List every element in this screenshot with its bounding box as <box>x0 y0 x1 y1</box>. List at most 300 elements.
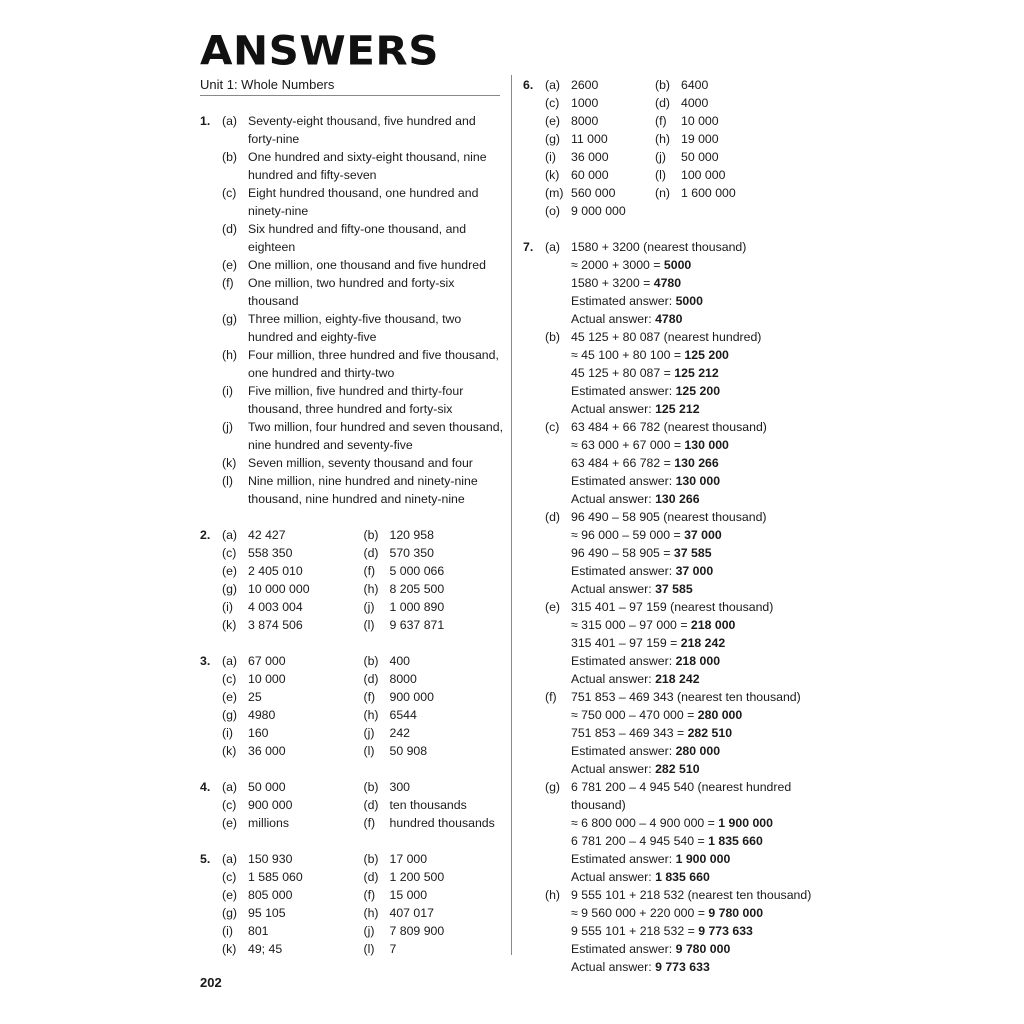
answer-value: 282 510 <box>687 726 733 740</box>
working-text: ≈ 96 000 – 59 000 = <box>571 528 685 542</box>
item-label: (h) <box>363 906 379 920</box>
working-text: Estimated answer: <box>571 474 676 488</box>
item-label: (d) <box>363 546 379 560</box>
working-line <box>571 688 823 706</box>
answer-value: 9 780 000 <box>675 942 731 956</box>
item-text: 900 000 <box>389 690 434 704</box>
answer-item <box>222 148 505 184</box>
working-text: 6 781 200 – 4 945 540 = <box>571 834 709 848</box>
item-label: (k) <box>545 168 560 182</box>
item-text: 10 000 000 <box>248 582 310 596</box>
answer-item <box>222 688 364 706</box>
working-line <box>571 778 823 796</box>
item-label: (h) <box>363 582 379 596</box>
item-label: (c) <box>222 186 237 200</box>
working-line <box>571 598 823 616</box>
working-line <box>571 904 823 922</box>
item-text <box>571 778 823 886</box>
answer-item <box>222 184 505 220</box>
item-text: 25 <box>248 690 262 704</box>
answer-item <box>364 778 506 796</box>
item-label: (g) <box>222 906 238 920</box>
working-line <box>571 742 823 760</box>
answer-item <box>545 76 655 94</box>
item-label: (d) <box>545 510 561 524</box>
working-line <box>571 796 823 814</box>
answer-grid <box>222 778 505 832</box>
working-line <box>571 850 823 868</box>
answer-item <box>655 94 765 112</box>
answer-item <box>545 598 823 688</box>
item-text: 5 000 066 <box>389 564 445 578</box>
answer-value: 280 000 <box>675 744 721 758</box>
answer-item <box>222 544 364 562</box>
working-line <box>571 310 823 328</box>
item-label: (e) <box>222 258 238 272</box>
answer-item <box>222 796 364 814</box>
item-label: (h) <box>222 348 238 362</box>
item-text: 801 <box>248 924 269 938</box>
item-label: (e) <box>222 690 238 704</box>
answer-value: 9 780 000 <box>708 906 764 920</box>
item-label: (j) <box>363 924 375 938</box>
answer-grid <box>222 850 505 958</box>
working-line <box>571 364 823 382</box>
item-label: (c) <box>222 798 237 812</box>
working-line <box>571 418 823 436</box>
answer-item <box>364 940 506 958</box>
item-label: (e) <box>222 888 238 902</box>
question-7 <box>523 238 823 976</box>
question-1 <box>200 112 505 508</box>
answer-value: 282 510 <box>655 762 700 776</box>
working-text: Actual answer: <box>571 312 656 326</box>
answer-item <box>364 526 506 544</box>
item-text: 7 <box>389 942 397 956</box>
item-label: (c) <box>222 672 237 686</box>
working-line <box>571 652 823 670</box>
question-6 <box>523 76 823 220</box>
answer-item <box>364 886 506 904</box>
answer-item <box>222 652 364 670</box>
item-label: (i) <box>545 150 556 164</box>
item-text: 6400 <box>681 78 709 92</box>
item-label: (c) <box>545 420 560 434</box>
item-label: (g) <box>545 780 561 794</box>
answer-item <box>364 580 506 598</box>
answer-value: 280 000 <box>697 708 743 722</box>
answer-value: 4780 <box>655 312 683 326</box>
working-line <box>571 274 823 292</box>
item-text: 6544 <box>389 708 417 722</box>
item-label: (j) <box>655 150 666 164</box>
item-label: (a) <box>222 852 238 866</box>
item-text: 160 <box>248 726 269 740</box>
item-label: (g) <box>222 312 238 326</box>
answer-value: 9 773 633 <box>698 924 753 938</box>
item-label: (e) <box>222 816 238 830</box>
working-text: 315 401 – 97 159 = <box>571 636 681 650</box>
answer-item <box>222 670 364 688</box>
item-label: (a) <box>222 114 238 128</box>
answer-item <box>545 130 655 148</box>
working-text: 9 555 101 + 218 532 (nearest ten thousand) <box>571 888 812 902</box>
item-text <box>571 508 823 598</box>
item-label: (j) <box>363 600 375 614</box>
answer-item <box>364 742 506 760</box>
item-label: (f) <box>655 114 667 128</box>
working-text: 751 853 – 469 343 = <box>571 726 688 740</box>
working-text: 315 401 – 97 159 (nearest thousand) <box>571 600 774 614</box>
working-line <box>571 436 823 454</box>
item-label: (m) <box>545 186 564 200</box>
answer-item <box>364 616 506 634</box>
working-text: ≈ 750 000 – 470 000 = <box>571 708 698 722</box>
answer-list <box>545 238 823 976</box>
working-text: ≈ 2000 + 3000 = <box>571 258 664 272</box>
working-line <box>571 400 823 418</box>
item-label: (a) <box>545 78 561 92</box>
answer-item <box>222 724 364 742</box>
item-label: (i) <box>222 726 233 740</box>
working-line <box>571 508 823 526</box>
answer-item <box>364 814 506 832</box>
item-label: (d) <box>222 222 238 236</box>
question-number: 4. <box>200 780 211 794</box>
answer-item <box>545 238 823 328</box>
answer-value: 1 900 000 <box>718 816 773 830</box>
item-label: (f) <box>222 276 234 290</box>
answer-item <box>545 778 823 886</box>
item-text: Four million, three hundred and five thousand, one hundred and thirty-two <box>248 348 499 380</box>
working-text: Actual answer: <box>571 402 656 416</box>
answer-item <box>222 886 364 904</box>
item-label: (l) <box>363 618 375 632</box>
item-label: (e) <box>545 114 561 128</box>
item-text: Five million, five hundred and thirty-four thousand, three hundred and forty-six <box>248 384 464 416</box>
answer-item <box>222 580 364 598</box>
working-text: Estimated answer: <box>571 294 676 308</box>
answer-value: 218 000 <box>675 654 721 668</box>
working-text: 1580 + 3200 = <box>571 276 654 290</box>
answer-item <box>655 112 765 130</box>
item-label: (d) <box>363 672 379 686</box>
item-text: 8000 <box>389 672 417 686</box>
item-label: (f) <box>363 888 376 902</box>
item-label: (g) <box>222 708 238 722</box>
answer-item <box>222 256 505 274</box>
answer-item <box>364 652 506 670</box>
item-label: (g) <box>545 132 561 146</box>
item-text <box>571 598 823 688</box>
item-text: 19 000 <box>681 132 719 146</box>
item-text: 11 000 <box>571 132 608 146</box>
working-text: 63 484 + 66 782 = <box>571 456 675 470</box>
item-label: (e) <box>545 600 561 614</box>
working-line <box>571 706 823 724</box>
question-number: 5. <box>200 852 211 866</box>
item-label: (d) <box>363 798 379 812</box>
question-2 <box>200 526 505 634</box>
answer-value: 125 212 <box>674 366 719 380</box>
item-text <box>571 886 823 976</box>
item-text: 1000 <box>571 96 599 110</box>
answer-value: 130 266 <box>655 492 700 506</box>
question-number: 7. <box>523 240 534 254</box>
page-title: ANSWERS <box>200 27 440 74</box>
item-label: (l) <box>363 942 375 956</box>
item-text: 8000 <box>571 114 599 128</box>
answer-value: 218 242 <box>680 636 726 650</box>
item-text: 2 405 010 <box>248 564 303 578</box>
item-text <box>571 418 823 508</box>
item-text: Seven million, seventy thousand and four <box>248 456 473 470</box>
item-label: (g) <box>222 582 238 596</box>
item-text: 42 427 <box>248 528 286 542</box>
answer-item <box>222 418 505 454</box>
item-label: (b) <box>363 528 379 542</box>
working-text: 1580 + 3200 (nearest thousand) <box>571 240 747 254</box>
item-label: (e) <box>222 564 238 578</box>
working-text: 96 490 – 58 905 (nearest thousand) <box>571 510 767 524</box>
item-label: (c) <box>545 96 560 110</box>
item-label: (k) <box>222 942 237 956</box>
working-text: 96 490 – 58 905 = <box>571 546 674 560</box>
working-line <box>571 886 823 904</box>
working-text: ≈ 9 560 000 + 220 000 = <box>571 906 709 920</box>
item-label: (c) <box>222 870 237 884</box>
answer-item <box>545 148 655 166</box>
item-text <box>571 238 823 328</box>
item-text: 120 958 <box>389 528 434 542</box>
item-label: (o) <box>545 204 561 218</box>
item-label: (k) <box>222 456 237 470</box>
working-line <box>571 580 823 598</box>
working-line <box>571 760 823 778</box>
answer-item <box>545 112 655 130</box>
item-label: (b) <box>222 150 238 164</box>
working-text: Estimated answer: <box>571 654 676 668</box>
item-text: 4000 <box>681 96 709 110</box>
item-text <box>571 688 823 778</box>
working-line <box>571 922 823 940</box>
answer-item <box>364 598 506 616</box>
answer-value: 9 773 633 <box>655 960 710 974</box>
column-divider <box>511 75 512 955</box>
item-label: (h) <box>655 132 671 146</box>
item-text: Six hundred and fifty-one thousand, and eighteen <box>248 222 467 254</box>
answer-item <box>655 184 765 202</box>
item-text: 36 000 <box>571 150 609 164</box>
item-label: (f) <box>363 564 376 578</box>
item-text: 50 000 <box>681 150 719 164</box>
question-5 <box>200 850 505 958</box>
item-text: Eight hundred thousand, one hundred and ninety-nine <box>248 186 479 218</box>
item-text: 9 637 871 <box>389 618 445 632</box>
item-text: 4980 <box>248 708 276 722</box>
answer-item <box>545 184 655 202</box>
answer-value: 1 835 660 <box>655 870 710 884</box>
item-text <box>571 328 823 418</box>
item-label: (f) <box>363 816 376 830</box>
answer-item <box>222 454 505 472</box>
item-label: (k) <box>222 618 237 632</box>
answer-item <box>222 814 364 832</box>
working-text: 45 125 + 80 087 (nearest hundred) <box>571 330 762 344</box>
question-number: 6. <box>523 78 534 92</box>
question-number: 3. <box>200 654 211 668</box>
item-text: millions <box>248 816 289 830</box>
answer-item <box>222 346 505 382</box>
working-line <box>571 544 823 562</box>
item-text: 400 <box>389 654 411 668</box>
working-line <box>571 868 823 886</box>
answer-item <box>222 562 364 580</box>
working-line <box>571 472 823 490</box>
answer-item <box>364 796 506 814</box>
answer-item <box>545 166 655 184</box>
answer-value: 130 266 <box>674 456 719 470</box>
answer-item <box>655 166 765 184</box>
item-text: 150 930 <box>248 852 293 866</box>
answer-value: 4780 <box>653 276 682 290</box>
item-text: 1 200 500 <box>389 870 445 884</box>
item-text: 50 908 <box>389 744 428 758</box>
answer-grid <box>545 76 823 220</box>
working-text: ≈ 315 000 – 97 000 = <box>571 618 691 632</box>
item-text: One million, one thousand and five hundred <box>248 258 486 272</box>
working-line <box>571 292 823 310</box>
working-text: Actual answer: <box>571 492 656 506</box>
answer-item <box>222 526 364 544</box>
right-column <box>523 76 823 976</box>
item-label: (h) <box>545 888 561 902</box>
working-line <box>571 814 823 832</box>
item-label: (b) <box>363 780 379 794</box>
working-line <box>571 346 823 364</box>
answer-item <box>545 202 655 220</box>
item-label: (c) <box>222 546 237 560</box>
working-line <box>571 958 823 976</box>
answer-value: 218 242 <box>655 672 700 686</box>
item-text: 4 003 004 <box>248 600 303 614</box>
working-text: 45 125 + 80 087 = <box>571 366 675 380</box>
item-text: 805 000 <box>248 888 293 902</box>
item-text: 50 000 <box>248 780 286 794</box>
working-line <box>571 940 823 958</box>
item-label: (f) <box>363 690 376 704</box>
answer-item <box>222 922 364 940</box>
answer-item <box>222 940 364 958</box>
working-line <box>571 328 823 346</box>
answer-item <box>222 382 505 418</box>
working-line <box>571 526 823 544</box>
working-text: Actual answer: <box>571 870 656 884</box>
item-text: 15 000 <box>389 888 428 902</box>
item-label: (h) <box>363 708 379 722</box>
answer-item <box>222 778 364 796</box>
answer-item <box>222 742 364 760</box>
answer-item <box>222 868 364 886</box>
item-text: 900 000 <box>248 798 293 812</box>
unit-heading: Unit 1: Whole Numbers <box>200 76 500 96</box>
answer-value: 37 000 <box>675 564 714 578</box>
working-line <box>571 616 823 634</box>
answer-value: 5000 <box>663 258 692 272</box>
answer-item <box>222 274 505 310</box>
item-label: (l) <box>222 474 233 488</box>
answer-item <box>655 130 765 148</box>
working-line <box>571 832 823 850</box>
item-text: 36 000 <box>248 744 286 758</box>
working-text: 6 781 200 – 4 945 540 (nearest hundred <box>571 780 792 794</box>
working-text: ≈ 6 800 000 – 4 900 000 = <box>571 816 719 830</box>
working-text: Estimated answer: <box>571 744 676 758</box>
item-label: (i) <box>222 600 233 614</box>
answer-item <box>364 670 506 688</box>
answer-item <box>222 310 505 346</box>
item-text: Seventy-eight thousand, five hundred and forty-nine <box>248 114 476 146</box>
item-text: ten thousands <box>389 798 467 812</box>
working-text: 751 853 – 469 343 (nearest ten thousand) <box>571 690 801 704</box>
item-label: (l) <box>655 168 666 182</box>
answer-grid <box>222 652 505 760</box>
answer-item <box>364 868 506 886</box>
item-label: (d) <box>655 96 671 110</box>
answer-item <box>364 544 506 562</box>
item-text: 100 000 <box>681 168 726 182</box>
item-label: (j) <box>363 726 375 740</box>
question-number: 2. <box>200 528 211 542</box>
item-text: Nine million, nine hundred and ninety-nine thousand, nine hundred and ninety-nine <box>248 474 478 506</box>
question-number: 1. <box>200 114 211 128</box>
question-4 <box>200 778 505 832</box>
item-text: Three million, eighty-five thousand, two hundred and eighty-five <box>248 312 462 344</box>
item-text: 300 <box>389 780 411 794</box>
answer-value: 37 585 <box>655 582 693 596</box>
item-label: (j) <box>222 420 233 434</box>
working-text: Actual answer: <box>571 960 656 974</box>
answer-value: 130 000 <box>684 438 729 452</box>
item-text: 1 585 060 <box>248 870 303 884</box>
item-text: 558 350 <box>248 546 293 560</box>
item-text: 67 000 <box>248 654 286 668</box>
item-text: Two million, four hundred and seven thousand, nine hundred and seventy-five <box>248 420 503 452</box>
item-text: 49; 45 <box>248 942 283 956</box>
item-text: 560 000 <box>571 186 616 200</box>
answer-item <box>545 328 823 418</box>
answer-item <box>545 508 823 598</box>
answer-item <box>222 472 505 508</box>
answer-value: 1 900 000 <box>675 852 731 866</box>
item-label: (n) <box>655 186 671 200</box>
item-label: (a) <box>222 780 238 794</box>
item-label: (l) <box>363 744 375 758</box>
item-text: 570 350 <box>389 546 434 560</box>
answer-item <box>222 904 364 922</box>
item-label: (f) <box>545 690 557 704</box>
answer-item <box>655 76 765 94</box>
item-text: 1 600 000 <box>681 186 736 200</box>
answer-item <box>545 688 823 778</box>
item-text: 60 000 <box>571 168 609 182</box>
answer-item <box>364 850 506 868</box>
answer-item <box>364 706 506 724</box>
answer-list <box>222 112 505 508</box>
item-text: 3 874 506 <box>248 618 303 632</box>
item-text: 95 105 <box>248 906 286 920</box>
item-label: (a) <box>222 528 238 542</box>
